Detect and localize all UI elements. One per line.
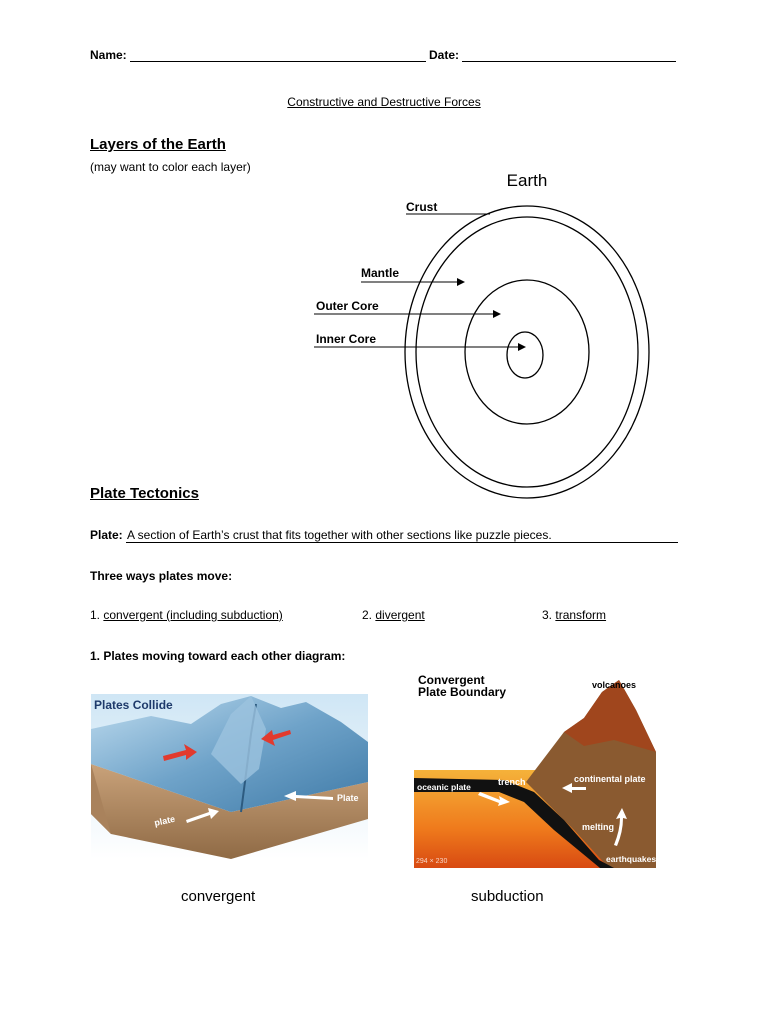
layers-heading: Layers of the Earth xyxy=(90,136,226,153)
date-label: Date: xyxy=(429,48,460,62)
continental-plate-label: continental plate xyxy=(574,774,646,784)
plate-def-label: Plate: xyxy=(90,528,123,542)
crust-label: Crust xyxy=(406,200,438,214)
earth-diagram-title: Earth xyxy=(506,171,548,190)
page-title: Constructive and Destructive Forces xyxy=(287,95,481,109)
crust-inner-ellipse xyxy=(416,217,638,487)
way-1-num: 1. xyxy=(90,608,101,622)
crust-outer-ellipse xyxy=(405,206,649,498)
mantle-label: Mantle xyxy=(361,266,400,280)
convergent-caption: convergent xyxy=(181,888,256,905)
inner-core-ellipse xyxy=(507,332,543,378)
plates-collide-image xyxy=(91,694,368,859)
oceanic-plate-label: oceanic plate xyxy=(417,782,471,792)
way-2-text: divergent xyxy=(375,608,425,622)
outer-core-arrowhead xyxy=(493,310,501,318)
collide-title: Plates Collide xyxy=(94,698,173,712)
plate-definition: A section of Earth’s crust that fits together with other sections like puzzle pieces. xyxy=(127,528,552,542)
inner-core-label: Inner Core xyxy=(316,332,377,346)
mantle-arrowhead xyxy=(457,278,465,286)
way-2 xyxy=(362,608,425,622)
subduction-caption: subduction xyxy=(471,888,544,905)
subduction-image xyxy=(414,670,656,868)
way-1-text: convergent (including subduction) xyxy=(103,608,283,622)
way-2-num: 2. xyxy=(362,608,373,622)
earth-layers-diagram xyxy=(0,0,768,510)
three-ways-label: Three ways plates move: xyxy=(90,569,233,583)
subduction-size-tag: 294 × 230 xyxy=(416,858,448,865)
collide-plate-right-label: Plate xyxy=(337,793,359,803)
inner-core-arrowhead xyxy=(518,343,526,351)
way-3 xyxy=(542,608,606,622)
outer-core-ellipse xyxy=(465,280,589,424)
outer-core-label: Outer Core xyxy=(316,299,379,313)
way-1 xyxy=(90,608,283,622)
trench-label: trench xyxy=(498,777,526,787)
collide-plate-left-label: plate xyxy=(153,813,176,828)
subduction-title-line1: Convergent xyxy=(418,673,485,687)
plate-definition-line xyxy=(126,542,678,543)
layers-note: (may want to color each layer) xyxy=(90,160,251,174)
way-3-text: transform xyxy=(555,608,607,622)
plate-tectonics-heading: Plate Tectonics xyxy=(90,485,199,502)
melting-label: melting xyxy=(582,822,615,832)
diagram-prompt: 1. Plates moving toward each other diagram: xyxy=(90,649,346,663)
volcanoes-label: volcanoes xyxy=(592,680,637,690)
earthquakes-label: earthquakes xyxy=(606,854,656,864)
way-3-num: 3. xyxy=(542,608,553,622)
name-label: Name: xyxy=(90,48,127,62)
subduction-title-line2: Plate Boundary xyxy=(418,685,507,699)
